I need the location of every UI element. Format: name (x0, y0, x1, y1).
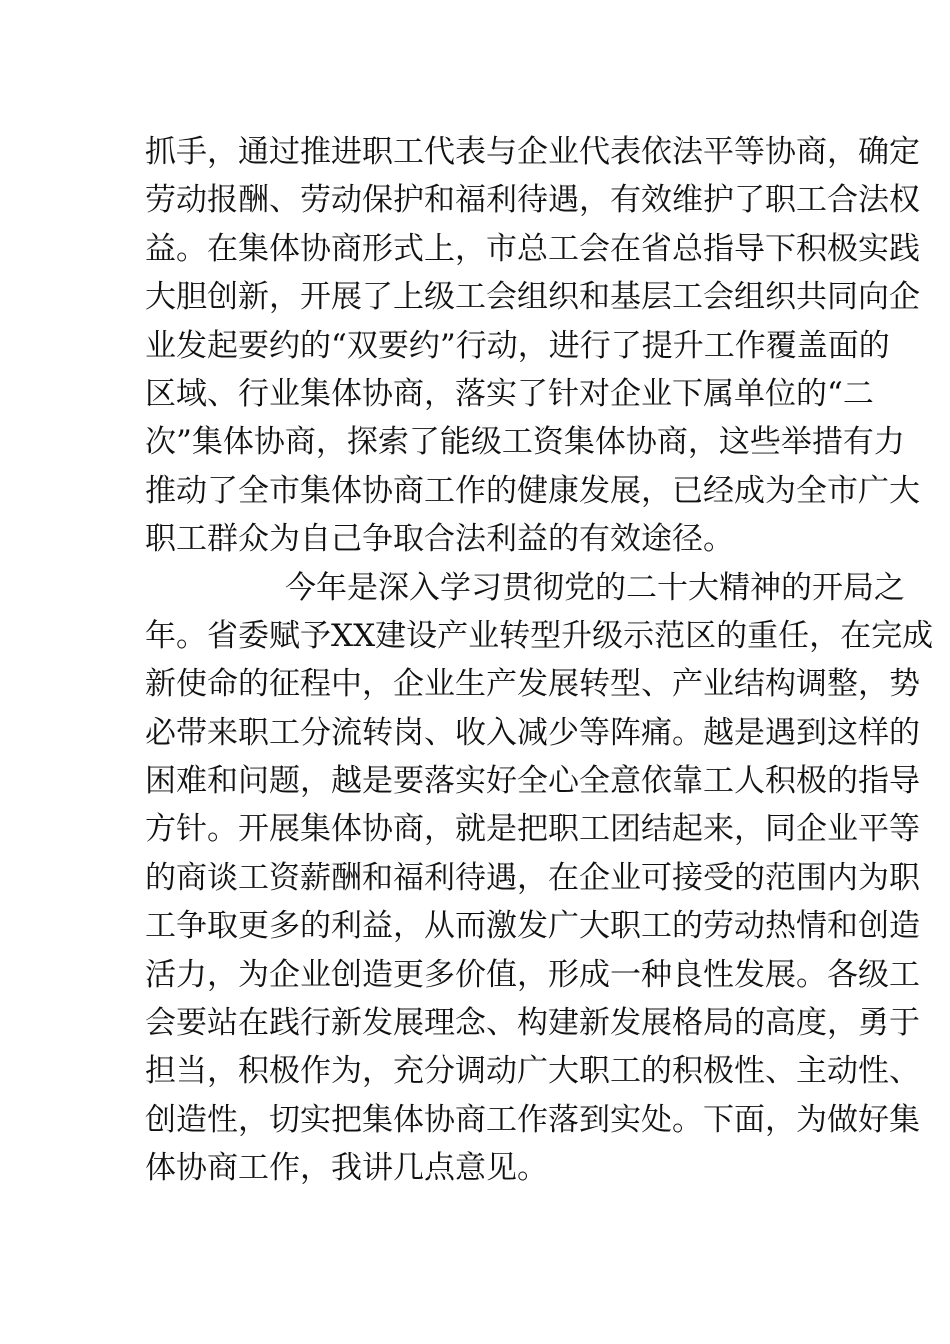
text-line: 大胆创新，开展了上级工会组织和基层工会组织共同向企 (145, 279, 920, 316)
text-line: 今年是深入学习贯彻党的二十大精神的开局之 (285, 569, 905, 606)
text-line: 会要站在践行新发展理念、构建新发展格局的高度，勇于 (145, 1005, 920, 1042)
text-line: 年。省委赋予XX建设产业转型升级示范区的重任，在完成 (145, 617, 934, 654)
text-line: 创造性，切实把集体协商工作落到实处。下面，为做好集 (145, 1101, 920, 1138)
text-line: 职工群众为自己争取合法利益的有效途径。 (145, 521, 734, 558)
text-line: 区域、行业集体协商，落实了针对企业下属单位的“二 (145, 375, 874, 412)
text-line: 工争取更多的利益，从而激发广大职工的劳动热情和创造 (145, 908, 920, 945)
text-line: 抓手，通过推进职工代表与企业代表依法平等协商，确定 (145, 134, 920, 170)
paragraph (145, 564, 934, 1193)
text-line: 必带来职工分流转岗、收入减少等阵痛。越是遇到这样的 (145, 714, 920, 751)
body-text (145, 128, 934, 1193)
text-line: 益。在集体协商形式上，市总工会在省总指导下积极实践 (145, 230, 920, 267)
text-line: 体协商工作，我讲几点意见。 (145, 1150, 548, 1187)
text-line: 推动了全市集体协商工作的健康发展，已经成为全市广大 (145, 472, 920, 509)
text-line: 困难和问题，越是要落实好全心全意依靠工人积极的指导 (145, 763, 920, 800)
text-line: 次”集体协商，探索了能级工资集体协商，这些举措有力 (145, 424, 905, 461)
paragraph (145, 128, 920, 564)
text-line: 劳动报酬、劳动保护和福利待遇，有效维护了职工合法权 (145, 182, 920, 219)
text-line: 业发起要约的“双要约”行动，进行了提升工作覆盖面的 (145, 327, 890, 364)
text-line: 的商谈工资薪酬和福利待遇，在企业可接受的范围内为职 (145, 859, 920, 896)
text-line: 活力，为企业创造更多价值，形成一种良性发展。各级工 (145, 956, 920, 993)
text-line: 方针。开展集体协商，就是把职工团结起来，同企业平等 (145, 811, 920, 848)
text-line: 新使命的征程中，企业生产发展转型、产业结构调整，势 (145, 666, 920, 703)
text-line: 担当，积极作为，充分调动广大职工的积极性、主动性、 (145, 1053, 920, 1090)
